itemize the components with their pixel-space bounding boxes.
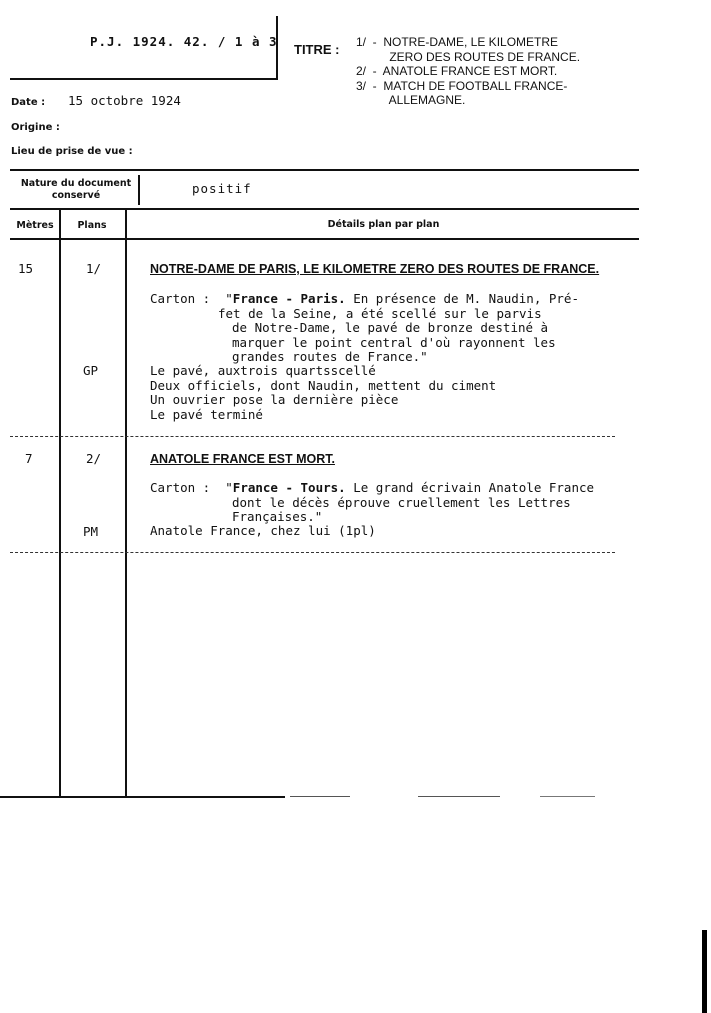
column-divider-2 xyxy=(125,209,127,797)
shot-line: Un ouvrier pose la dernière pièce xyxy=(150,392,399,407)
date-value: 15 octobre 1924 xyxy=(68,93,181,108)
nature-label-line1: Nature du document xyxy=(20,178,132,189)
column-header-plans: Plans xyxy=(77,220,107,231)
column-header-bottom-rule xyxy=(10,238,639,240)
shot-line: Deux officiels, dont Naudin, mettent du ciment xyxy=(150,377,497,393)
carton-line: Françaises." xyxy=(232,509,323,524)
segment-title: ANATOLE FRANCE EST MORT. xyxy=(150,452,335,466)
origine-label: Origine : xyxy=(11,122,60,133)
titre-line: 3/ - MATCH DE FOOTBALL FRANCE- xyxy=(356,78,568,93)
titre-line: ZERO DES ROUTES DE FRANCE. xyxy=(356,49,581,64)
table-bottom-rule-segment xyxy=(540,796,595,797)
shot-line: Le pavé, auxtrois quartsscellé xyxy=(150,363,376,378)
carton-line: Le grand écrivain Anatole France xyxy=(345,480,595,495)
row-separator xyxy=(10,436,615,437)
row-metres: 15 xyxy=(18,261,34,276)
carton-line: dont le décès éprouve cruellement les Lettres xyxy=(232,494,571,510)
nature-bottom-rule xyxy=(10,208,639,210)
row-metres: 7 xyxy=(25,451,33,466)
titre-line: 2/ - ANATOLE FRANCE EST MORT. xyxy=(356,64,558,78)
nature-value: positif xyxy=(192,181,252,196)
carton-prefix: Carton : " xyxy=(150,480,233,495)
carton-place: France - Paris. xyxy=(232,291,346,306)
carton-line: En présence de M. Naudin, Pré- xyxy=(345,291,579,306)
carton-line: de Notre-Dame, le pavé de bronze destiné à xyxy=(232,320,549,335)
header-box-bottom-border xyxy=(10,78,278,80)
segment-title: NOTRE-DAME DE PARIS, LE KILOMETRE ZERO DES ROUTES DE FRANCE. xyxy=(150,262,600,276)
carton-text xyxy=(150,292,579,307)
lieu-label: Lieu de prise de vue : xyxy=(11,146,133,157)
nature-top-rule xyxy=(10,169,639,171)
carton-line: marquer le point central d'où rayonnent les xyxy=(232,334,556,350)
carton-line: fet de la Seine, a été scellé sur le parvis xyxy=(218,305,542,321)
table-bottom-rule-segment xyxy=(290,796,350,797)
document-reference: P.J. 1924. 42. / 1 à 3 xyxy=(90,34,278,49)
titre-line: 1/ - NOTRE-DAME, LE KILOMETRE xyxy=(356,35,559,49)
shot-line: Anatole France, chez lui (1pl) xyxy=(150,523,376,538)
page-edge-shadow xyxy=(702,930,707,1013)
titre-label: TITRE : xyxy=(294,42,340,57)
column-header-metres: Mètres xyxy=(16,220,54,231)
shot-line: Le pavé terminé xyxy=(150,406,263,422)
titre-line: ALLEMAGNE. xyxy=(356,93,466,107)
row-plan: 2/ xyxy=(86,451,102,466)
date-label: Date : xyxy=(11,97,46,108)
row-plan: 1/ xyxy=(86,261,102,276)
table-bottom-rule-segment xyxy=(418,796,500,797)
nature-brace xyxy=(138,175,140,205)
carton-prefix: Carton : " xyxy=(150,291,233,306)
carton-place: France - Tours. xyxy=(232,480,346,495)
carton-text xyxy=(150,481,594,496)
column-header-details: Détails plan par plan xyxy=(327,219,440,230)
carton-line: grandes routes de France." xyxy=(232,349,428,364)
column-divider-1 xyxy=(59,209,61,797)
row-separator xyxy=(10,552,615,553)
shot-plan: GP xyxy=(83,363,99,378)
table-bottom-rule xyxy=(0,796,285,798)
shot-plan: PM xyxy=(83,524,99,539)
nature-label-line2: conservé xyxy=(51,190,101,201)
